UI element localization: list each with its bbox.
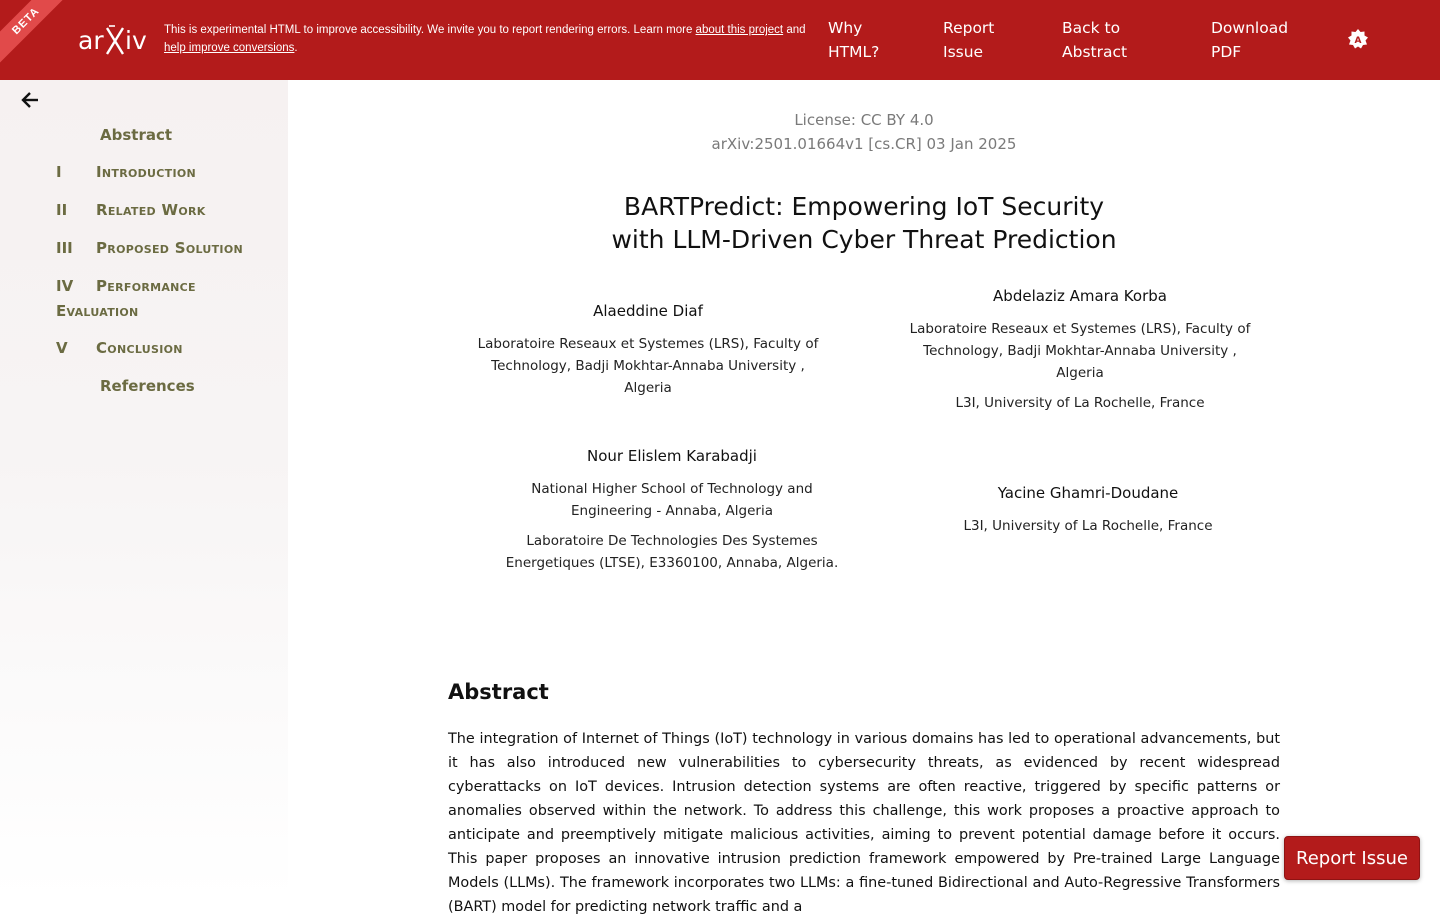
report-issue-floating-button[interactable]: Report Issue [1284, 836, 1420, 880]
nav-why-html[interactable]: Why HTML? [828, 19, 880, 61]
beta-ribbon: BETA [0, 0, 76, 71]
toc-item-label: Performance Evaluation [56, 277, 196, 320]
top-header [0, 0, 1440, 80]
toc-item-label: Abstract [100, 126, 173, 144]
svg-text:iv: iv [125, 26, 147, 55]
nav-back-to-abstract[interactable]: Back to Abstract [1062, 19, 1128, 61]
about-project-link[interactable]: about this project [695, 24, 784, 36]
toc-item-label: Introduction [96, 163, 197, 181]
author-affiliation: Laboratoire Reseaux et Systemes (LRS), Faculty of Technology, Badji Mokhtar-Annaba University , Algeria [909, 321, 1251, 381]
banner-text-middle: and [783, 24, 806, 36]
toc-item-label: References [100, 377, 195, 395]
arxiv-id: arXiv:2501.01664v1 [cs.CR] 03 Jan 2025 [711, 135, 1017, 153]
author-block [908, 484, 1268, 545]
toc-item-number: IV [56, 277, 74, 295]
paper-title [564, 190, 1164, 256]
svg-text:ar: ar [78, 26, 104, 55]
theme-toggle-icon [1347, 28, 1369, 50]
title-line-1: BARTPredict: Empowering IoT Security [623, 192, 1105, 221]
toc-item-number: III [56, 239, 73, 257]
author-name: Yacine Ghamri-Doudane [997, 484, 1179, 502]
theme-toggle-button[interactable] [1347, 28, 1369, 50]
toc-item-number: I [56, 163, 62, 181]
arxiv-logo-icon [78, 20, 152, 60]
author-affiliation: L3I, University of La Rochelle, France [955, 395, 1205, 411]
author-name: Nour Elislem Karabadji [587, 447, 757, 465]
author-affiliation: Laboratoire Reseaux et Systemes (LRS), Faculty of Technology, Badji Mokhtar-Annaba University , Algeria [477, 336, 819, 396]
author-name: Alaeddine Diaf [593, 302, 703, 320]
author-block [900, 287, 1260, 422]
author-block [492, 447, 852, 582]
toc-item-references[interactable] [100, 374, 320, 399]
paper-content [288, 80, 1440, 915]
abstract-heading: Abstract [448, 680, 549, 704]
toc-item-proposed-solution[interactable] [56, 236, 276, 261]
toc-item-related-work[interactable] [56, 198, 276, 223]
toc-item-number: II [56, 201, 68, 219]
toc-item-abstract[interactable] [100, 123, 320, 148]
improve-conversions-link[interactable]: help improve conversions [164, 41, 295, 54]
author-affiliation: National Higher School of Technology and Engineering - Annaba, Algeria [531, 481, 813, 519]
toc-item-label: Conclusion [96, 339, 183, 357]
toc-item-number: V [56, 339, 68, 357]
toc-item-introduction[interactable] [56, 160, 276, 185]
author-affiliation: L3I, University of La Rochelle, France [963, 518, 1213, 534]
toc-item-performance-evaluation[interactable] [56, 274, 236, 324]
toc-item-conclusion[interactable] [56, 336, 276, 361]
toc-item-label: Proposed Solution [96, 239, 243, 257]
title-line-2: with LLM-Driven Cyber Threat Prediction [611, 225, 1117, 254]
arrow-left-icon [20, 89, 42, 111]
svg-text:A: A [1354, 36, 1362, 46]
banner-text-suffix: . [294, 41, 298, 54]
author-block [468, 302, 828, 407]
arxiv-logo[interactable] [78, 20, 152, 60]
author-affiliation: Laboratoire De Technologies Des Systemes Energetiques (LTSE), E3360100, Annaba, Algeria. [505, 533, 839, 571]
license-text: License: CC BY 4.0 [794, 111, 934, 129]
toc-sidebar [0, 80, 288, 900]
toc-item-label: Related Work [96, 201, 206, 219]
banner-text-prefix: This is experimental HTML to improve accessibility. We invite you to report rendering errors. Learn more [164, 24, 696, 36]
abstract-text: The integration of Internet of Things (IoT) technology in various domains has led to operational advancements, but it has also introduced new vulnerabilities to cybersecurity threats, as evidenced by recent widespread cyberattacks on IoT devices. Intrusion detection systems are often reactive, triggered by specific patterns or anomalies observed within the network. To address this challenge, this work proposes a proactive approach to anticipate and preemptively mitigate malicious activities, aiming to prevent potential damage before it occurs. This paper proposes an innovative intrusion prediction framework empowered by Pre-trained Large Language Models (LLMs). The framework incorporates two LLMs: a fine-tuned Bidirectional and Auto-Regressive Transformers (BART) model for predicting network traffic and a [448, 731, 1280, 915]
collapse-sidebar-button[interactable] [20, 89, 42, 111]
nav-report-issue[interactable]: Report Issue [943, 19, 995, 61]
experimental-banner [164, 22, 814, 57]
nav-download-pdf[interactable]: Download PDF [1211, 19, 1289, 61]
author-name: Abdelaziz Amara Korba [993, 287, 1167, 305]
logo-text [152, 20, 153, 21]
